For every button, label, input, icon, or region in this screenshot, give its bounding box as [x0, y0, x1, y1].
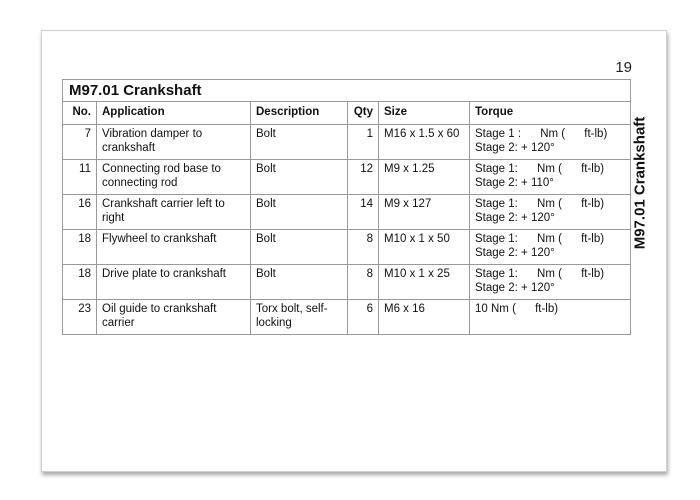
torque-stage-1: Stage 1: Nm ( ft-lb) [475, 163, 605, 175]
cell-description: Bolt [251, 265, 348, 300]
cell-size: M10 x 1 x 25 [379, 265, 470, 300]
cell-application: Crankshaft carrier left to right [97, 195, 251, 230]
cell-qty: 14 [348, 195, 379, 230]
table-row [63, 230, 631, 265]
cell-torque [470, 230, 631, 265]
torque-table [62, 101, 631, 335]
cell-size: M16 x 1.5 x 60 [379, 125, 470, 160]
torque-stage-2: Stage 2: + 110° [475, 177, 554, 189]
torque-stage-1: Stage 1: Nm ( ft-lb) [475, 198, 605, 210]
torque-table-container [62, 79, 631, 335]
table-row [63, 265, 631, 300]
cell-qty: 12 [348, 160, 379, 195]
cell-torque [470, 265, 631, 300]
cell-description: Bolt [251, 230, 348, 265]
cell-qty: 8 [348, 265, 379, 300]
cell-no: 23 [63, 300, 97, 335]
side-section-title: M97.01 Crankshaft [631, 116, 649, 250]
cell-description: Bolt [251, 160, 348, 195]
page-number: 19 [615, 59, 632, 76]
document-page [41, 30, 667, 472]
cell-torque [470, 195, 631, 230]
cell-qty: 8 [348, 230, 379, 265]
cell-qty: 6 [348, 300, 379, 335]
cell-torque [470, 160, 631, 195]
cell-description: Torx bolt, self-locking [251, 300, 348, 335]
cell-description: Bolt [251, 125, 348, 160]
cell-no: 7 [63, 125, 97, 160]
cell-size: M9 x 127 [379, 195, 470, 230]
cell-application: Drive plate to crankshaft [97, 265, 251, 300]
table-header-row [63, 102, 631, 125]
header-no: No. [63, 102, 97, 125]
cell-no: 18 [63, 230, 97, 265]
header-description: Description [251, 102, 348, 125]
cell-size: M9 x 1.25 [379, 160, 470, 195]
cell-qty: 1 [348, 125, 379, 160]
table-row [63, 125, 631, 160]
torque-stage-2: Stage 2: + 120° [475, 142, 555, 154]
cell-no: 18 [63, 265, 97, 300]
header-torque: Torque [470, 102, 631, 125]
cell-application: Vibration damper to crankshaft [97, 125, 251, 160]
cell-application: Connecting rod base to connecting rod [97, 160, 251, 195]
torque-stage-2: Stage 2: + 120° [475, 212, 555, 224]
table-row [63, 195, 631, 230]
cell-no: 11 [63, 160, 97, 195]
table-title: M97.01 Crankshaft [62, 79, 631, 101]
torque-stage-2: Stage 2: + 120° [475, 282, 555, 294]
cell-torque [470, 125, 631, 160]
header-application: Application [97, 102, 251, 125]
header-qty: Qty [348, 102, 379, 125]
cell-no: 16 [63, 195, 97, 230]
cell-size: M6 x 16 [379, 300, 470, 335]
torque-stage-1: Stage 1 : Nm ( ft-lb) [475, 128, 608, 140]
header-size: Size [379, 102, 470, 125]
table-row [63, 300, 631, 335]
cell-application: Flywheel to crankshaft [97, 230, 251, 265]
cell-application: Oil guide to crankshaft carrier [97, 300, 251, 335]
torque-stage-2: Stage 2: + 120° [475, 247, 555, 259]
cell-torque [470, 300, 631, 335]
cell-description: Bolt [251, 195, 348, 230]
torque-stage-1: Stage 1: Nm ( ft-lb) [475, 268, 605, 280]
torque-stage-1: Stage 1: Nm ( ft-lb) [475, 233, 605, 245]
cell-size: M10 x 1 x 50 [379, 230, 470, 265]
table-row [63, 160, 631, 195]
torque-stage-1: 10 Nm ( ft-lb) [475, 303, 559, 315]
